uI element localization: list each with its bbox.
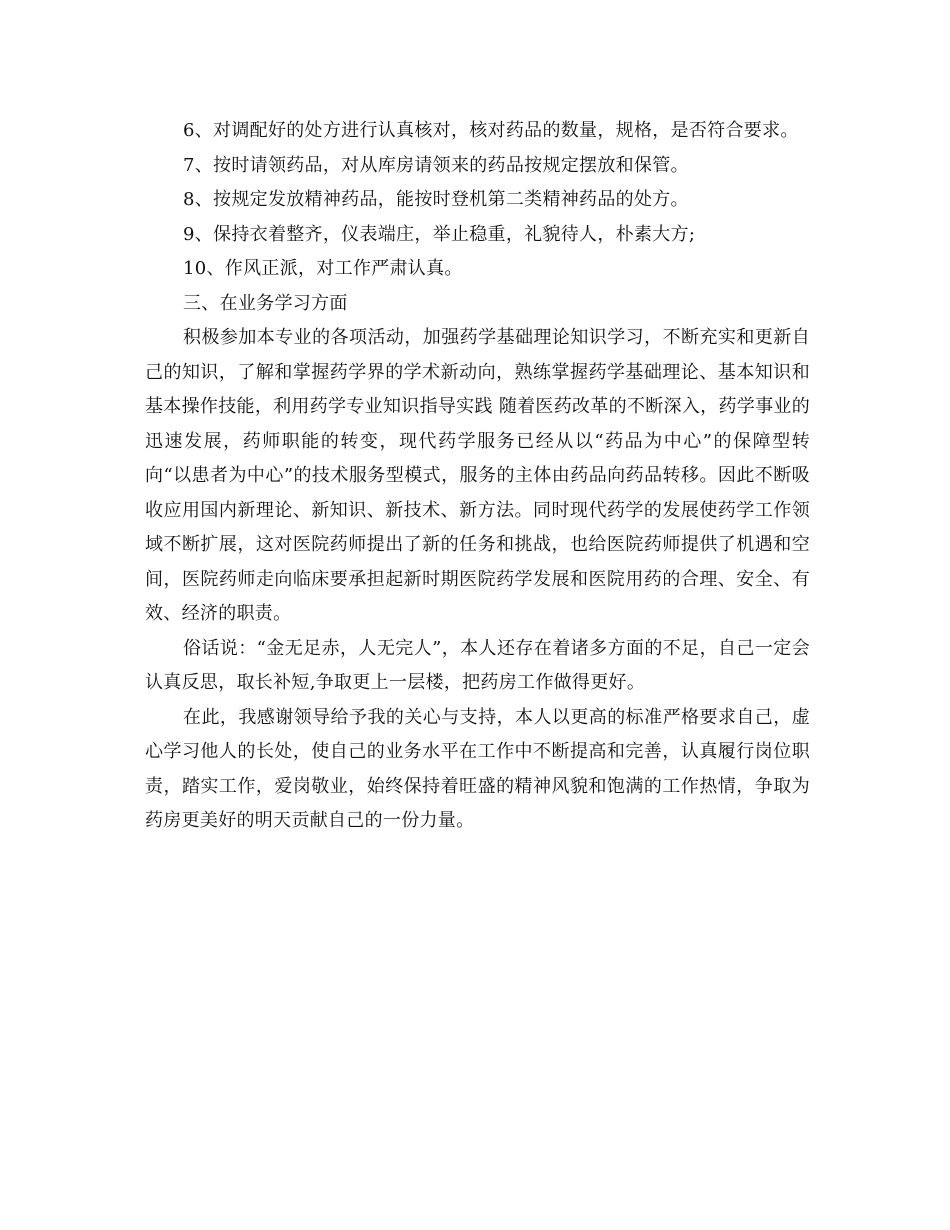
paragraph-study-activities: 积极参加本专业的各项活动，加强药学基础理论知识学习，不断充实和更新自己的知识，了解和掌握药学界的学术新动向，熟练掌握药学基础理论、基本知识和基本操作技能，利用药学专业知识指导实践 随着医药改革的不断深入，药学事业的迅速发展，药师职能的转变，现代药学服务已经从以“药品为中心”的保障型转向“以患者为中心”的技术服务型模式，服务的主体由药品向药品转移。因此不断吸收应用国内新理论、新知识、新技术、新方法。同时现代药学的发展使药学工作领域不断扩展，这对医院药师提出了新的任务和挑战，也给医院药师提供了机遇和空间，医院药师走向临床要承担起新时期医院药学发展和医院用药的合理、安全、有效、经济的职责。: [145, 327, 810, 624]
list-item-9: 9、保持衣着整齐，仪表端庄，举止稳重，礼貌待人，朴素大方;: [183, 223, 696, 245]
paragraph-thanks: 在此，我感谢领导给予我的关心与支持，本人以更高的标准严格要求自己，虚心学习他人的长处，使自己的业务水平在工作中不断提高和完善，认真履行岗位职责，踏实工作，爱岗敬业，始终保持着旺盛的精神风貌和饱满的工作热情，争取为药房更美好的明天贡献自己的一份力量。: [145, 706, 810, 831]
list-item-6: 6、对调配好的处方进行认真核对，核对药品的数量，规格，是否符合要求。: [183, 120, 799, 141]
document-body: [145, 114, 810, 839]
list-item-10: 10、作风正派，对工作严肃认真。: [183, 258, 463, 279]
paragraph-proverb: 俗话说：“金无足赤，人无完人”，本人还存在着诸多方面的不足，自己一定会认真反思，取长补短,争取更上一层楼，把药房工作做得更好。: [145, 637, 810, 693]
list-item-7: 7、按时请领药品，对从库房请领来的药品按规定摆放和保管。: [183, 154, 689, 176]
section-heading-business-study: 三、在业务学习方面: [183, 292, 348, 314]
list-item-8: 8、按规定发放精神药品，能按时登机第二类精神药品的处方。: [183, 189, 689, 210]
